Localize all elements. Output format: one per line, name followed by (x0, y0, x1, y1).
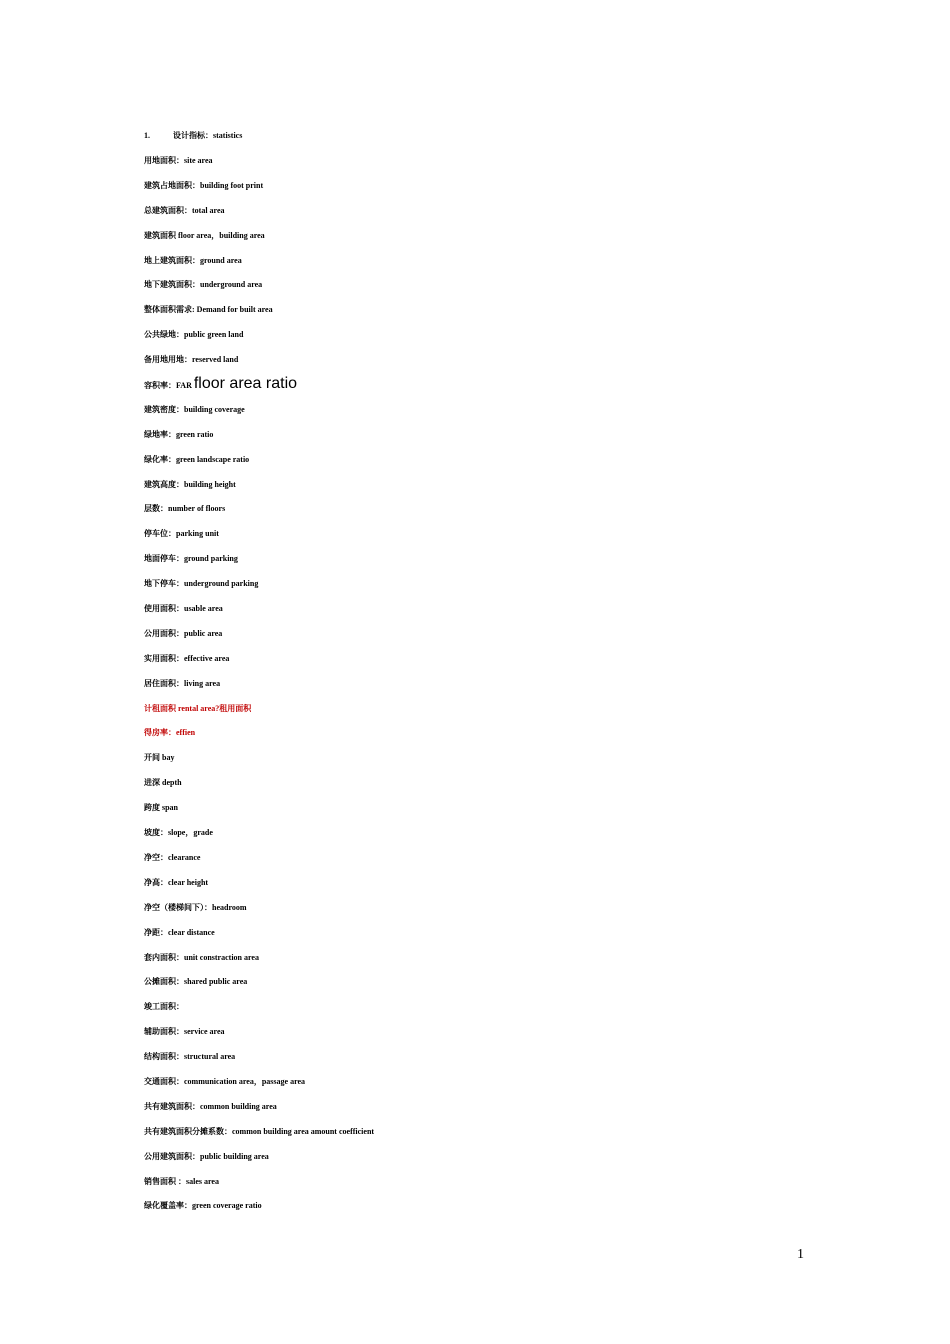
glossary-entry (144, 1048, 824, 1073)
glossary-entry (144, 550, 824, 575)
glossary-entry-text: 坡度：slope，grade (144, 828, 213, 838)
glossary-list (144, 152, 824, 1222)
document-body (144, 127, 824, 1222)
glossary-entry-text: 建筑占地面积：building foot print (144, 180, 264, 190)
glossary-entry-extra-text: floor area ratio (193, 375, 298, 393)
glossary-entry-text: 层数：number of floors (144, 504, 226, 514)
glossary-entry (144, 1123, 824, 1148)
glossary-entry (144, 774, 824, 799)
glossary-entry (144, 426, 824, 451)
glossary-entry (144, 351, 824, 376)
glossary-entry (144, 1148, 824, 1173)
glossary-entry (144, 724, 824, 749)
glossary-entry-text: 净空：clearance (144, 852, 201, 862)
glossary-entry (144, 476, 824, 501)
glossary-entry (144, 700, 824, 725)
glossary-entry (144, 998, 824, 1023)
glossary-entry (144, 152, 824, 177)
glossary-entry-text: 备用地用地：reserved land (144, 355, 239, 365)
glossary-entry (144, 401, 824, 426)
glossary-entry (144, 675, 824, 700)
glossary-entry (144, 949, 824, 974)
glossary-entry-text: 绿化率：green landscape ratio (144, 454, 250, 464)
glossary-entry-text: 停车位：parking unit (144, 529, 219, 539)
glossary-entry-text: 净高：clear height (144, 877, 209, 887)
glossary-entry-text: 套内面积：unit constraction area (144, 952, 259, 962)
glossary-entry (144, 1073, 824, 1098)
glossary-entry-text: 结构面积：structural area (144, 1052, 236, 1062)
glossary-entry (144, 600, 824, 625)
glossary-entry (144, 451, 824, 476)
glossary-entry (144, 177, 824, 202)
glossary-entry-text: 公共绿地：public green land (144, 330, 244, 340)
page-number: 1 (797, 1247, 804, 1262)
glossary-entry (144, 973, 824, 998)
glossary-entry-text: 进深 depth (144, 778, 182, 788)
glossary-entry (144, 575, 824, 600)
glossary-entry-text: 公用建筑面积：public building area (144, 1151, 269, 1161)
glossary-entry-text: 跨度 span (144, 803, 179, 813)
glossary-entry-text: 共有建筑面积分摊系数：common building area amount coefficient (144, 1126, 375, 1136)
glossary-entry-text: 地下建筑面积：underground area (144, 280, 263, 290)
glossary-entry-text: 公用面积：public area (144, 628, 223, 638)
glossary-entry-text: 销售面积 ：sales area (144, 1176, 219, 1186)
glossary-entry (144, 799, 824, 824)
glossary-entry-text: 绿化覆盖率：green coverage ratio (144, 1201, 262, 1211)
glossary-entry (144, 924, 824, 949)
glossary-entry-text: 公摊面积：shared public area (144, 977, 248, 987)
glossary-entry-text: 建筑面积 floor area，building area (144, 230, 265, 240)
glossary-entry (144, 1023, 824, 1048)
glossary-entry (144, 276, 824, 301)
glossary-entry-text: 居住面积：living area (144, 678, 221, 688)
glossary-entry-text: 共有建筑面积：common building area (144, 1101, 277, 1111)
glossary-entry (144, 525, 824, 550)
glossary-entry (144, 874, 824, 899)
glossary-entry-text: 容积率：FAR (144, 381, 192, 391)
glossary-entry-text: 整体面积需求: Demand for built area (144, 305, 273, 315)
glossary-entry (144, 849, 824, 874)
glossary-entry-text: 建筑高度：building height (144, 479, 236, 489)
glossary-entry-text: 实用面积：effective area (144, 653, 230, 663)
section-heading (144, 127, 824, 152)
glossary-entry-text: 地面停车：ground parking (144, 554, 238, 564)
glossary-entry-text: 辅助面积：service area (144, 1027, 225, 1037)
glossary-entry (144, 227, 824, 252)
section-title: 设计指标：statistics (173, 131, 243, 140)
glossary-entry-text: 交通面积：communication area，passage area (144, 1076, 306, 1086)
glossary-entry-text: 绿地率：green ratio (144, 429, 214, 439)
glossary-entry (144, 202, 824, 227)
glossary-entry (144, 1197, 824, 1222)
glossary-entry-text: 开间 bay (144, 753, 175, 763)
glossary-entry (144, 1098, 824, 1123)
glossary-entry (144, 500, 824, 525)
glossary-entry-text: 用地面积：site area (144, 156, 213, 165)
glossary-entry-text: 总建筑面积：total area (144, 205, 225, 215)
glossary-entry-text: 竣工面积： (144, 1002, 184, 1012)
glossary-entry (144, 301, 824, 326)
glossary-entry-text: 地下停车：underground parking (144, 579, 259, 589)
glossary-entry (144, 1173, 824, 1198)
glossary-entry-text: 建筑密度：building coverage (144, 404, 245, 414)
glossary-entry-text: 使用面积：usable area (144, 604, 223, 614)
glossary-entry (144, 824, 824, 849)
glossary-entry-text: 净距：clear distance (144, 927, 215, 937)
glossary-entry (144, 899, 824, 924)
section-number: 1. (144, 131, 150, 140)
glossary-entry (144, 625, 824, 650)
glossary-entry (144, 252, 824, 277)
glossary-entry-text: 净空（楼梯间下）：headroom (144, 902, 247, 912)
glossary-entry-text: 地上建筑面积：ground area (144, 255, 242, 265)
glossary-entry-text: 得房率：effien (144, 728, 196, 738)
glossary-entry (144, 749, 824, 774)
glossary-entry (144, 376, 824, 401)
glossary-entry (144, 650, 824, 675)
glossary-entry-text: 计租面积 rental area?租用面积 (144, 703, 252, 713)
glossary-entry (144, 326, 824, 351)
